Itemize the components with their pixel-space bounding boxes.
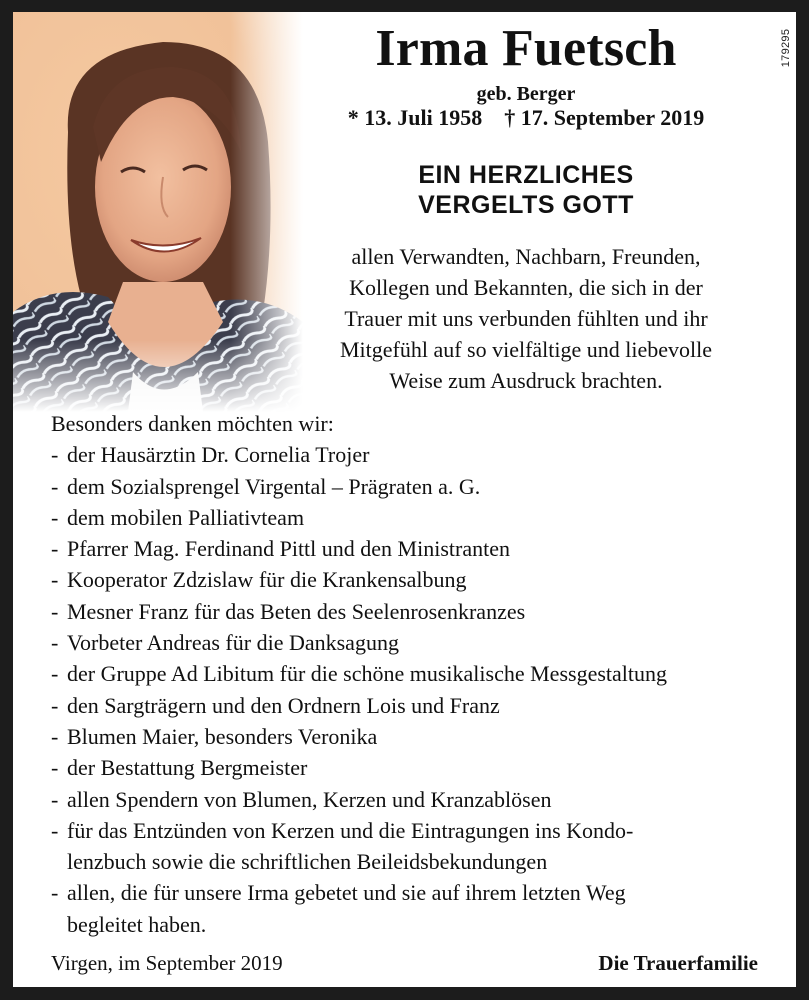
thanks-list-item: - für das Entzünden von Kerzen und die Eintragungen ins Kondo- lenzbuch sowie die schriftlichen Beileidsbekundungen [51, 815, 786, 878]
thanks-heading-line: EIN HERZLICHES [418, 161, 634, 189]
intro-paragraph [281, 241, 771, 396]
thanks-list-item: - der Hausärztin Dr. Cornelia Trojer [51, 439, 786, 470]
signature: Die Trauerfamilie [598, 951, 758, 975]
life-dates [281, 106, 771, 130]
intro-line: Trauer mit uns verbunden fühlten und ihr [344, 306, 708, 331]
thanks-list-item: - allen, die für unsere Irma gebetet und sie auf ihrem letzten Weg begleitet haben. [51, 877, 786, 940]
bullet-dash: - [51, 504, 59, 530]
bullet-dash: - [51, 723, 59, 749]
bullet-dash: - [51, 630, 59, 656]
obituary-notice [13, 12, 796, 987]
bullet-dash: - [51, 536, 59, 562]
thanks-list-item: - der Bestattung Bergmeister [51, 752, 786, 783]
thanks-list-item: - Mesner Franz für das Beten des Seelenrosenkranzes [51, 596, 786, 627]
intro-line: Mitgefühl auf so vielfältige und liebevolle [339, 337, 713, 362]
deceased-name: Irma Fuetsch [375, 20, 677, 77]
deceased-header [281, 12, 771, 130]
intro-line: allen Verwandten, Nachbarn, Freunden, [351, 244, 701, 269]
serial-number: 179295 [780, 28, 792, 68]
special-thanks-lead: Besonders danken möchten wir: [51, 411, 334, 436]
bullet-dash: - [51, 473, 59, 499]
thanks-heading [281, 160, 771, 220]
death-date: † 17. September 2019 [504, 105, 705, 130]
bullet-dash: - [51, 786, 59, 812]
thanks-list-item: - der Gruppe Ad Libitum für die schöne musikalische Messgestaltung [51, 658, 786, 689]
thanks-list-item: - dem Sozialsprengel Virgental – Prägraten a. G. [51, 471, 786, 502]
bullet-dash: - [51, 692, 59, 718]
bullet-dash: - [51, 755, 59, 781]
portrait-photo [13, 12, 303, 412]
thanks-list-item: - allen Spendern von Blumen, Kerzen und Kranzablösen [51, 784, 786, 815]
intro-line: Kollegen und Bekannten, die sich in der [349, 275, 703, 300]
thanks-list-item: - den Sargträgern und den Ordnern Lois und Franz [51, 690, 786, 721]
thanks-list-item: - Pfarrer Mag. Ferdinand Pittl und den Ministranten [51, 533, 786, 564]
thanks-list-item: - dem mobilen Palliativteam [51, 502, 786, 533]
bullet-dash: - [51, 598, 59, 624]
bullet-dash: - [51, 442, 59, 468]
thanks-heading-line: VERGELTS GOTT [418, 191, 634, 219]
place-and-date: Virgen, im September 2019 [51, 951, 283, 975]
maiden-name: geb. Berger [476, 83, 576, 105]
special-thanks-section [51, 408, 786, 940]
intro-line: Weise zum Ausdruck brachten. [389, 368, 663, 393]
thanks-list-item: - Blumen Maier, besonders Veronika [51, 721, 786, 752]
bullet-dash: - [51, 817, 59, 843]
thanks-list-item: - Vorbeter Andreas für die Danksagung [51, 627, 786, 658]
bullet-dash: - [51, 567, 59, 593]
thanks-list-item: - Kooperator Zdzislaw für die Krankensalbung [51, 564, 786, 595]
bullet-dash: - [51, 661, 59, 687]
birth-date: * 13. Juli 1958 [347, 105, 483, 130]
bullet-dash: - [51, 880, 59, 906]
